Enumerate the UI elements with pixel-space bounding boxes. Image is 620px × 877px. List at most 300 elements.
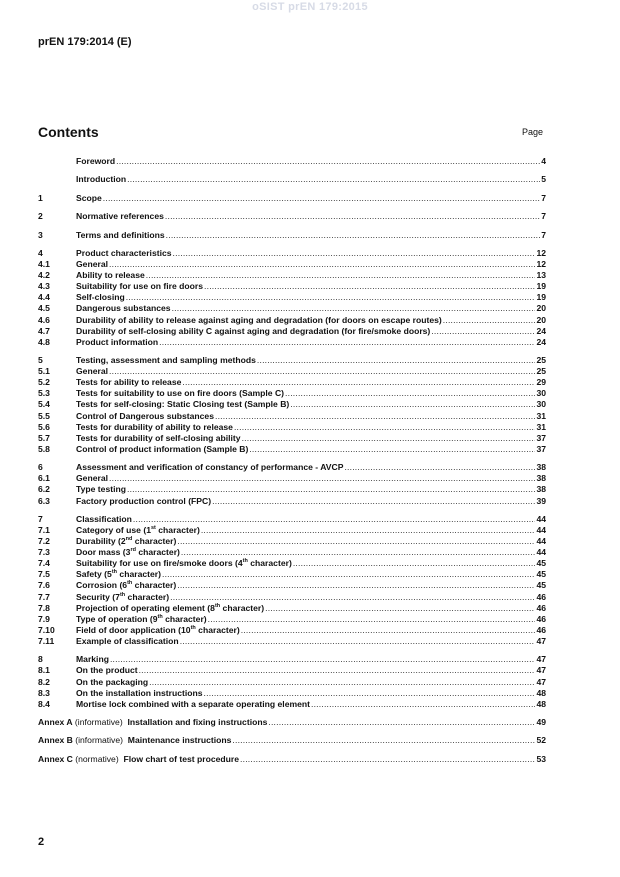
toc-entry-number: 5.6 — [38, 421, 50, 432]
toc-entry-number: 6.2 — [38, 484, 50, 495]
toc-entry-page: 19 — [536, 292, 546, 303]
dot-leader — [127, 174, 540, 185]
toc-entry-number: 5 — [38, 355, 43, 366]
watermark: oSIST prEN 179:2015 — [252, 1, 368, 13]
toc-entry-text: Control of product information (Sample B) — [76, 443, 249, 454]
dot-leader — [257, 355, 536, 366]
toc-entry-text: Terms and definitions — [76, 229, 165, 240]
toc-entry-text: Ability to release — [76, 270, 145, 281]
toc-entry-page: 5 — [541, 174, 546, 185]
dot-leader — [234, 422, 535, 433]
toc-entry-text: Tests for durability of self-closing ability — [76, 432, 241, 443]
toc-entry-text: Suitability for use on fire/smoke doors (4 — [76, 558, 243, 569]
toc-entry-text: Projection of operating element (8 — [76, 602, 215, 613]
toc-entry-number: 5.2 — [38, 377, 50, 388]
dot-leader — [116, 156, 540, 167]
toc-entry[interactable] — [38, 625, 546, 636]
toc-entry-title — [76, 303, 171, 314]
toc-entry-text-suffix: character) — [220, 602, 265, 613]
toc-entry-text-suffix: character) — [117, 569, 161, 580]
dot-leader — [166, 230, 541, 241]
dot-leader — [443, 315, 536, 326]
toc-entry-page: 30 — [536, 399, 546, 410]
dot-leader — [177, 536, 535, 547]
toc-entry-title — [76, 654, 109, 665]
toc-entry-page: 4 — [541, 156, 546, 166]
toc-entry-text: On the packaging — [76, 676, 149, 687]
dot-leader — [149, 677, 535, 688]
toc-entry[interactable] — [38, 211, 546, 222]
toc-entry-number: 4.7 — [38, 325, 50, 336]
toc-entry-text: Scope — [76, 192, 102, 203]
ordinal-suffix: th — [214, 602, 221, 609]
dot-leader — [268, 717, 535, 728]
toc-entry[interactable] — [38, 174, 546, 185]
toc-entry-text: Category of use (1 — [76, 525, 151, 535]
page-column-label: Page — [522, 127, 544, 137]
toc-entry-title — [76, 156, 115, 167]
toc-entry[interactable] — [38, 614, 546, 625]
toc-entry-page: 25 — [536, 366, 546, 377]
toc-entry-number: 7.4 — [38, 558, 50, 569]
toc-entry-title — [76, 677, 148, 688]
ordinal-suffix: th — [157, 613, 163, 620]
toc-entry[interactable] — [38, 337, 546, 348]
toc-entry-number: 7.6 — [38, 580, 50, 591]
dot-leader — [173, 248, 536, 259]
toc-entry[interactable] — [38, 473, 546, 484]
toc-entry-number: 7.11 — [38, 635, 55, 646]
toc-entry-title — [76, 326, 430, 337]
dot-leader — [241, 625, 536, 636]
toc-entry-title — [76, 614, 207, 625]
toc-entry-title — [76, 292, 125, 303]
toc-entry-text: Field of door application (10 — [76, 624, 191, 635]
toc-entry-page: 46 — [536, 624, 546, 635]
dot-leader — [146, 270, 536, 281]
toc-entry-title — [76, 603, 264, 614]
toc-entry-text: Tests for durability of ability to release — [76, 421, 233, 432]
toc-entry-number: 8 — [38, 654, 43, 665]
dot-leader — [240, 754, 535, 765]
toc-entry-page: 44 — [536, 525, 546, 535]
toc-entry-page: 7 — [541, 229, 546, 240]
toc-entry-number: 7.7 — [38, 591, 50, 602]
toc-entry-text-suffix: character) — [132, 536, 177, 547]
toc-entry-text: Safety (5 — [76, 569, 112, 580]
toc-entry-page: 7 — [541, 192, 546, 203]
toc-entry-title — [76, 355, 256, 366]
ordinal-suffix: nd — [125, 536, 133, 543]
toc-entry-page: 45 — [536, 580, 546, 591]
toc-entry[interactable] — [38, 303, 546, 314]
toc-entry-title — [76, 580, 176, 591]
toc-entry-number: 5.7 — [38, 432, 50, 443]
toc-entry-title — [76, 688, 203, 699]
toc-entry[interactable] — [38, 377, 546, 388]
table-of-contents — [38, 156, 546, 765]
toc-entry[interactable] — [38, 677, 546, 688]
toc-entry-page: 48 — [536, 687, 546, 698]
toc-entry-title — [76, 248, 172, 259]
toc-entry-text: Product characteristics — [76, 247, 172, 258]
toc-entry-text: Type of operation (9 — [76, 613, 158, 624]
toc-entry-page: 46 — [536, 591, 546, 602]
toc-entry-text: General — [76, 259, 109, 270]
toc-entry[interactable] — [38, 688, 546, 699]
toc-entry-page: 20 — [536, 314, 546, 325]
document-id: prEN 179:2014 (E) — [38, 36, 132, 48]
toc-entry-text: General — [76, 366, 109, 377]
annex-title: Flow chart of test procedure — [123, 753, 240, 764]
annex-status: (normative) — [72, 753, 119, 764]
toc-entry-title — [76, 377, 181, 388]
ordinal-suffix: th — [119, 591, 126, 598]
toc-entry-number: 4.1 — [38, 259, 50, 270]
toc-entry-number: 7.10 — [38, 624, 55, 635]
toc-entry-page: 47 — [536, 654, 546, 665]
toc-entry-number: 5.8 — [38, 443, 50, 454]
toc-entry[interactable] — [38, 654, 546, 665]
toc-entry-page: 47 — [536, 676, 546, 687]
toc-entry[interactable] — [38, 388, 546, 399]
toc-entry-text-suffix: character) — [135, 547, 180, 558]
toc-entry-title — [76, 337, 158, 348]
dot-leader — [162, 569, 535, 580]
toc-entry-title — [76, 496, 211, 507]
toc-entry-page: 37 — [536, 432, 546, 443]
toc-entry-text: Suitability for use on fire doors — [76, 281, 204, 292]
toc-entry-page: 52 — [536, 735, 546, 746]
toc-entry-number: 7.9 — [38, 613, 50, 624]
toc-entry[interactable] — [38, 580, 546, 591]
dot-leader — [293, 558, 536, 569]
toc-entry-text: Durability of ability to release against aging and degradation (for doors on escape routes) — [76, 314, 442, 325]
dot-leader — [181, 547, 536, 558]
toc-entry-text: Door mass (3 — [76, 547, 131, 558]
toc-entry-page: 25 — [536, 355, 546, 366]
toc-entry-title — [76, 525, 200, 536]
toc-entry-text: Durability of self-closing ability C against aging and degradation (for fire/smoke doors) — [76, 325, 431, 336]
annex-title: Maintenance instructions — [127, 735, 232, 746]
toc-entry-title — [76, 193, 102, 204]
dot-leader — [232, 735, 535, 746]
toc-entry-title — [76, 281, 203, 292]
toc-entry[interactable] — [38, 315, 546, 326]
ordinal-suffix: th — [111, 569, 118, 576]
toc-entry-title — [76, 230, 165, 241]
dot-leader — [204, 688, 536, 699]
toc-entry-number: 4.3 — [38, 281, 50, 292]
toc-annex-entry[interactable] — [38, 735, 546, 746]
toc-entry-number: 4.8 — [38, 336, 50, 347]
toc-entry-page: 12 — [536, 259, 546, 270]
toc-entry[interactable] — [38, 636, 546, 647]
toc-entry-title — [76, 665, 138, 676]
toc-entry-title — [76, 211, 164, 222]
toc-entry-number: 7.2 — [38, 536, 50, 547]
dot-leader — [265, 603, 535, 614]
toc-entry[interactable] — [38, 433, 546, 444]
toc-entry-page: 30 — [536, 388, 546, 399]
toc-entry-number: 1 — [38, 192, 43, 203]
toc-entry-title — [76, 636, 179, 647]
toc-entry-number: 7.5 — [38, 569, 50, 580]
toc-entry-number: 8.4 — [38, 698, 50, 709]
toc-entry-number: 5.5 — [38, 410, 50, 421]
toc-annex-entry[interactable] — [38, 717, 546, 728]
toc-entry-page: 19 — [536, 281, 546, 292]
toc-entry[interactable] — [38, 699, 546, 710]
toc-entry-text: General — [76, 473, 109, 484]
toc-entry-page: 39 — [536, 495, 546, 506]
toc-entry-title — [76, 174, 126, 185]
annex-status: (informative) — [72, 735, 123, 746]
toc-entry-text-suffix: character) — [155, 525, 200, 535]
dot-leader — [180, 636, 536, 647]
toc-entry-text: Corrosion (6 — [76, 580, 128, 591]
toc-entry-text: Tests for suitability to use on fire doors (Sample C) — [76, 388, 285, 399]
toc-entry-text: Tests for self-closing: Static Closing test (Sample B) — [76, 399, 290, 410]
toc-entry-text: Example of classification — [76, 635, 179, 646]
dot-leader — [110, 654, 535, 665]
toc-entry-page: 20 — [536, 303, 546, 314]
toc-entry-text: Introduction — [76, 174, 127, 185]
toc-entry[interactable] — [38, 248, 546, 259]
toc-entry[interactable] — [38, 603, 546, 614]
annex-status: (informative) — [72, 717, 123, 728]
toc-entry[interactable] — [38, 292, 546, 303]
toc-entry-text: Testing, assessment and sampling methods — [76, 355, 256, 366]
toc-entry-title — [76, 315, 442, 326]
annex-label: Annex C — [38, 753, 73, 764]
toc-entry-page: 37 — [536, 443, 546, 454]
toc-entry-number: 7.8 — [38, 602, 50, 613]
toc-entry-number: 6 — [38, 462, 43, 473]
toc-entry-text: On the installation instructions — [76, 687, 203, 698]
dot-leader — [165, 211, 540, 222]
toc-entry-title — [76, 569, 161, 580]
toc-entry-text: Foreword — [76, 156, 116, 166]
toc-entry-number: 4.5 — [38, 303, 50, 314]
dot-leader — [103, 193, 540, 204]
toc-entry-number: 4.4 — [38, 292, 50, 303]
toc-entry[interactable] — [38, 592, 546, 603]
dot-leader — [172, 303, 536, 314]
toc-entry[interactable] — [38, 484, 546, 495]
dot-leader — [290, 399, 535, 410]
toc-entry[interactable] — [38, 514, 546, 525]
toc-entry-page: 24 — [536, 325, 546, 336]
dot-leader — [208, 614, 536, 625]
toc-entry-title — [76, 422, 233, 433]
toc-entry-title — [76, 514, 132, 525]
toc-entry[interactable] — [38, 444, 546, 455]
dot-leader — [177, 580, 535, 591]
toc-entry-page: 29 — [536, 377, 546, 388]
toc-entry-page: 38 — [536, 484, 546, 495]
toc-entry-page: 45 — [536, 558, 546, 569]
toc-entry-title — [38, 735, 231, 746]
toc-entry[interactable] — [38, 411, 546, 422]
toc-entry-number: 3 — [38, 229, 43, 240]
toc-entry[interactable] — [38, 569, 546, 580]
annex-label: Annex B — [38, 735, 73, 746]
toc-entry-title — [76, 536, 176, 547]
toc-entry[interactable] — [38, 558, 546, 569]
toc-entry-text: Mortise lock combined with a separate operating element — [76, 698, 310, 709]
toc-entry-page: 44 — [536, 513, 546, 524]
toc-entry-title — [76, 592, 169, 603]
dot-leader — [204, 281, 535, 292]
toc-entry-text: Control of Dangerous substances — [76, 410, 214, 421]
dot-leader — [249, 444, 535, 455]
toc-entry[interactable] — [38, 355, 546, 366]
toc-entry[interactable] — [38, 525, 546, 536]
toc-entry-title — [76, 366, 108, 377]
toc-entry-number: 8.2 — [38, 676, 50, 687]
ordinal-suffix: th — [190, 624, 196, 631]
ordinal-suffix: rd — [130, 547, 136, 554]
annex-label: Annex A — [38, 717, 73, 728]
dot-leader — [311, 699, 535, 710]
toc-entry[interactable] — [38, 422, 546, 433]
toc-entry[interactable] — [38, 399, 546, 410]
toc-entry-number: 5.4 — [38, 399, 50, 410]
dot-leader — [242, 433, 536, 444]
toc-entry-text: Tests for ability to release — [76, 377, 182, 388]
ordinal-suffix: st — [150, 525, 156, 532]
toc-entry-text: Self-closing — [76, 292, 125, 303]
toc-entry-text: Classification — [76, 513, 132, 524]
toc-entry[interactable] — [38, 270, 546, 281]
contents-title: Contents — [38, 124, 99, 140]
toc-entry-text: Factory production control (FPC) — [76, 495, 212, 506]
toc-entry[interactable] — [38, 462, 546, 473]
toc-entry[interactable] — [38, 547, 546, 558]
toc-entry-title — [76, 433, 241, 444]
toc-annex-entry[interactable] — [38, 754, 546, 765]
toc-entry[interactable] — [38, 281, 546, 292]
toc-entry-title — [38, 717, 267, 728]
toc-entry-number: 4.6 — [38, 314, 50, 325]
dot-leader — [182, 377, 535, 388]
dot-leader — [159, 337, 535, 348]
toc-entry[interactable] — [38, 156, 546, 167]
annex-title: Installation and fixing instructions — [127, 717, 268, 728]
toc-entry-title — [76, 444, 248, 455]
toc-entry-text: Durability (2 — [76, 536, 126, 547]
toc-entry-number: 8.1 — [38, 665, 50, 676]
toc-entry-text-suffix: character) — [125, 591, 170, 602]
dot-leader — [215, 411, 535, 422]
dot-leader — [109, 259, 535, 270]
dot-leader — [127, 484, 535, 495]
toc-entry-title — [76, 699, 310, 710]
toc-entry-text-suffix: character) — [132, 580, 177, 591]
toc-entry-text-suffix: character) — [195, 624, 240, 635]
toc-entry[interactable] — [38, 259, 546, 270]
toc-entry-page: 47 — [536, 635, 546, 646]
ordinal-suffix: th — [242, 558, 248, 565]
toc-entry-number: 5.3 — [38, 388, 50, 399]
toc-entry-text: Type testing — [76, 484, 126, 495]
toc-entry-text: On the product — [76, 665, 138, 676]
dot-leader — [344, 462, 535, 473]
toc-entry-page: 49 — [536, 717, 546, 728]
toc-entry-page: 53 — [536, 753, 546, 764]
toc-entry-page: 7 — [541, 211, 546, 222]
dot-leader — [126, 292, 536, 303]
toc-entry-title — [76, 625, 240, 636]
toc-entry-number: 6.3 — [38, 495, 50, 506]
toc-entry-page: 13 — [536, 270, 546, 281]
toc-entry-page: 38 — [536, 462, 546, 473]
toc-entry-number: 8.3 — [38, 687, 50, 698]
dot-leader — [212, 496, 535, 507]
toc-entry[interactable] — [38, 665, 546, 676]
toc-entry-title — [38, 754, 239, 765]
toc-entry[interactable] — [38, 496, 546, 507]
toc-entry[interactable] — [38, 366, 546, 377]
toc-entry-page: 47 — [536, 665, 546, 676]
toc-entry-text: Product information — [76, 336, 159, 347]
dot-leader — [109, 366, 535, 377]
toc-entry[interactable] — [38, 193, 546, 204]
toc-entry-text: Assessment and verification of constancy of performance - AVCP — [76, 462, 344, 473]
dot-leader — [109, 473, 535, 484]
dot-leader — [201, 525, 536, 536]
toc-entry-number: 2 — [38, 211, 43, 222]
toc-entry-page: 24 — [536, 336, 546, 347]
page-number: 2 — [38, 836, 45, 848]
toc-entry-page: 31 — [536, 421, 546, 432]
toc-entry-page: 12 — [536, 247, 546, 258]
toc-entry-title — [76, 399, 289, 410]
toc-entry-page: 48 — [536, 698, 546, 709]
toc-entry-text: Normative references — [76, 211, 164, 222]
toc-entry-title — [76, 411, 214, 422]
toc-entry-title — [76, 558, 292, 569]
toc-entry[interactable] — [38, 536, 546, 547]
toc-entry-title — [76, 547, 180, 558]
toc-entry-page: 31 — [536, 410, 546, 421]
toc-entry-title — [76, 462, 343, 473]
toc-entry-page: 45 — [536, 569, 546, 580]
toc-entry[interactable] — [38, 326, 546, 337]
toc-entry-number: 7.1 — [38, 525, 50, 535]
toc-entry-title — [76, 484, 126, 495]
toc-entry-title — [76, 388, 284, 399]
toc-entry-number: 6.1 — [38, 473, 50, 484]
dot-leader — [133, 514, 536, 525]
toc-entry-number: 7.3 — [38, 547, 50, 558]
toc-entry-text-suffix: character) — [162, 613, 207, 624]
toc-entry-title — [76, 259, 108, 270]
toc-entry-page: 38 — [536, 473, 546, 484]
toc-entry-number: 4.2 — [38, 270, 50, 281]
toc-entry-page: 44 — [536, 536, 546, 547]
toc-entry-number: 7 — [38, 513, 43, 524]
toc-entry-text: Marking — [76, 654, 109, 665]
dot-leader — [285, 388, 535, 399]
toc-entry-number: 5.1 — [38, 366, 50, 377]
toc-entry-number: 4 — [38, 247, 43, 258]
dot-leader — [431, 326, 535, 337]
toc-entry-page: 46 — [536, 613, 546, 624]
toc-entry-page: 44 — [536, 547, 546, 558]
toc-entry[interactable] — [38, 230, 546, 241]
